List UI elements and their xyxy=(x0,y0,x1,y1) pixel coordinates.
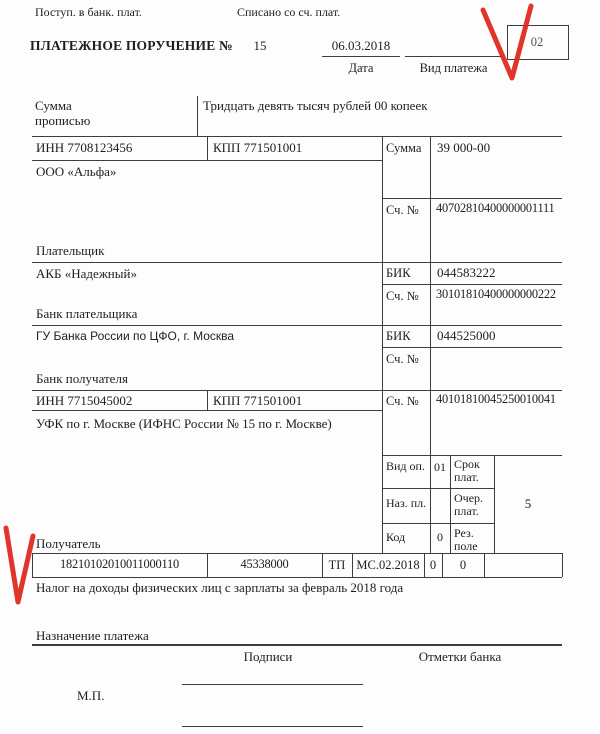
beneficiary-bank-account-label: Сч. № xyxy=(386,352,419,366)
payer-bank-section-label: Банк плательщика xyxy=(36,306,138,321)
kbk-cell: 18210102010011000110 xyxy=(60,557,179,571)
op-type-value: 01 xyxy=(434,460,446,474)
date-label: Дата xyxy=(348,61,374,75)
payer-section-label: Плательщик xyxy=(36,243,105,258)
payer-bank-name: АКБ «Надежный» xyxy=(36,266,137,281)
sum-value: 39 000-00 xyxy=(437,140,491,155)
tax-period-cell: МС.02.2018 xyxy=(356,558,420,572)
grid-line xyxy=(450,455,451,553)
purpose-thick-line xyxy=(32,644,562,646)
grid-line xyxy=(562,553,563,577)
beneficiary-inn: ИНН 7715045002 xyxy=(36,393,133,408)
payer-inn: ИНН 7708123456 xyxy=(36,140,133,155)
beneficiary-kpp: КПП 771501001 xyxy=(213,393,303,408)
beneficiary-bank-name: ГУ Банка России по ЦФО, г. Москва xyxy=(36,329,235,343)
signatures-label: Подписи xyxy=(243,649,293,664)
payer-account-label: Сч. № xyxy=(386,203,419,217)
beneficiary-name: УФК по г. Москве (ИФНС России № 15 по г. Москве) xyxy=(36,416,332,431)
grid-line xyxy=(382,488,494,489)
doc-number-cell: 0 xyxy=(429,558,437,572)
debited-account-label: Списано со сч. плат. xyxy=(237,5,341,19)
payment-type-code: 02 xyxy=(530,35,544,49)
payer-bank-account-label: Сч. № xyxy=(386,289,419,303)
payer-bank-account: 30101810400000000222 xyxy=(436,287,556,301)
payment-type-code-box xyxy=(507,25,569,60)
grid-line xyxy=(484,553,485,577)
grid-line xyxy=(32,410,382,411)
grid-line xyxy=(207,136,208,160)
purpose-label: Назначение платежа xyxy=(36,628,149,643)
beneficiary-bank-bik: 044525000 xyxy=(437,328,496,343)
beneficiary-account-label: Сч. № xyxy=(386,394,419,408)
payer-bank-bik: 044583222 xyxy=(437,265,496,280)
payer-name: ООО «Альфа» xyxy=(36,164,117,179)
payer-kpp: КПП 771501001 xyxy=(213,140,303,155)
code-value: 0 xyxy=(437,530,443,544)
document-number: 15 xyxy=(253,38,267,53)
grid-line xyxy=(32,553,562,554)
grid-line xyxy=(32,262,562,263)
reserve-field-label: Рез. поле xyxy=(454,526,478,554)
date-underline xyxy=(322,56,400,57)
sum-label: Сумма xyxy=(386,141,422,155)
code-label: Код xyxy=(386,530,406,544)
grid-line xyxy=(382,455,562,456)
purpose-text: Налог на доходы физических лиц с зарплаты за февраль 2018 года xyxy=(36,580,404,595)
payment-type-underline xyxy=(405,56,502,57)
amount-words-divider xyxy=(197,96,198,136)
bank-marks-label: Отметки банка xyxy=(418,649,502,664)
document-date: 06.03.2018 xyxy=(331,38,391,53)
document-title: ПЛАТЕЖНОЕ ПОРУЧЕНИЕ № xyxy=(30,38,233,53)
grid-line xyxy=(382,136,383,553)
grid-line xyxy=(32,136,562,137)
pay-purpose-label: Наз. пл. xyxy=(386,496,427,510)
signature-line-2 xyxy=(182,726,363,727)
beneficiary-account: 40101810045250010041 xyxy=(436,392,556,406)
receipt-bank-label: Поступ. в банк. плат. xyxy=(35,5,142,19)
stamp-place-label: М.П. xyxy=(77,688,105,703)
grid-line xyxy=(32,325,562,326)
grid-line xyxy=(207,390,208,410)
payer-bank-bik-label: БИК xyxy=(386,266,411,280)
beneficiary-section-label: Получатель xyxy=(36,536,101,551)
grid-line xyxy=(382,523,494,524)
grid-line xyxy=(430,136,431,553)
payment-term-label: Срок плат. xyxy=(454,457,480,485)
beneficiary-bank-bik-label: БИК xyxy=(386,329,411,343)
grid-line xyxy=(32,577,562,578)
op-type-label: Вид оп. xyxy=(386,459,425,473)
signature-line-1 xyxy=(182,684,363,685)
amount-words-label: Сумма прописью xyxy=(35,98,91,128)
payment-order-label: Очер. плат. xyxy=(454,491,484,519)
grid-line xyxy=(382,347,562,348)
payment-order-value: 5 xyxy=(524,496,532,511)
doc-date-cell: 0 xyxy=(459,558,467,572)
payment-basis-cell: ТП xyxy=(328,558,346,572)
oktmo-cell: 45338000 xyxy=(240,557,289,571)
payment-type-label: Вид платежа xyxy=(419,61,488,75)
grid-line xyxy=(32,390,562,391)
grid-line xyxy=(382,284,562,285)
payer-account: 40702810400000001111 xyxy=(436,201,555,215)
amount-words-value: Тридцать девять тысяч рублей 00 копеек xyxy=(203,98,428,113)
beneficiary-bank-section-label: Банк получателя xyxy=(36,371,128,386)
grid-line xyxy=(382,198,562,199)
grid-line xyxy=(32,160,382,161)
